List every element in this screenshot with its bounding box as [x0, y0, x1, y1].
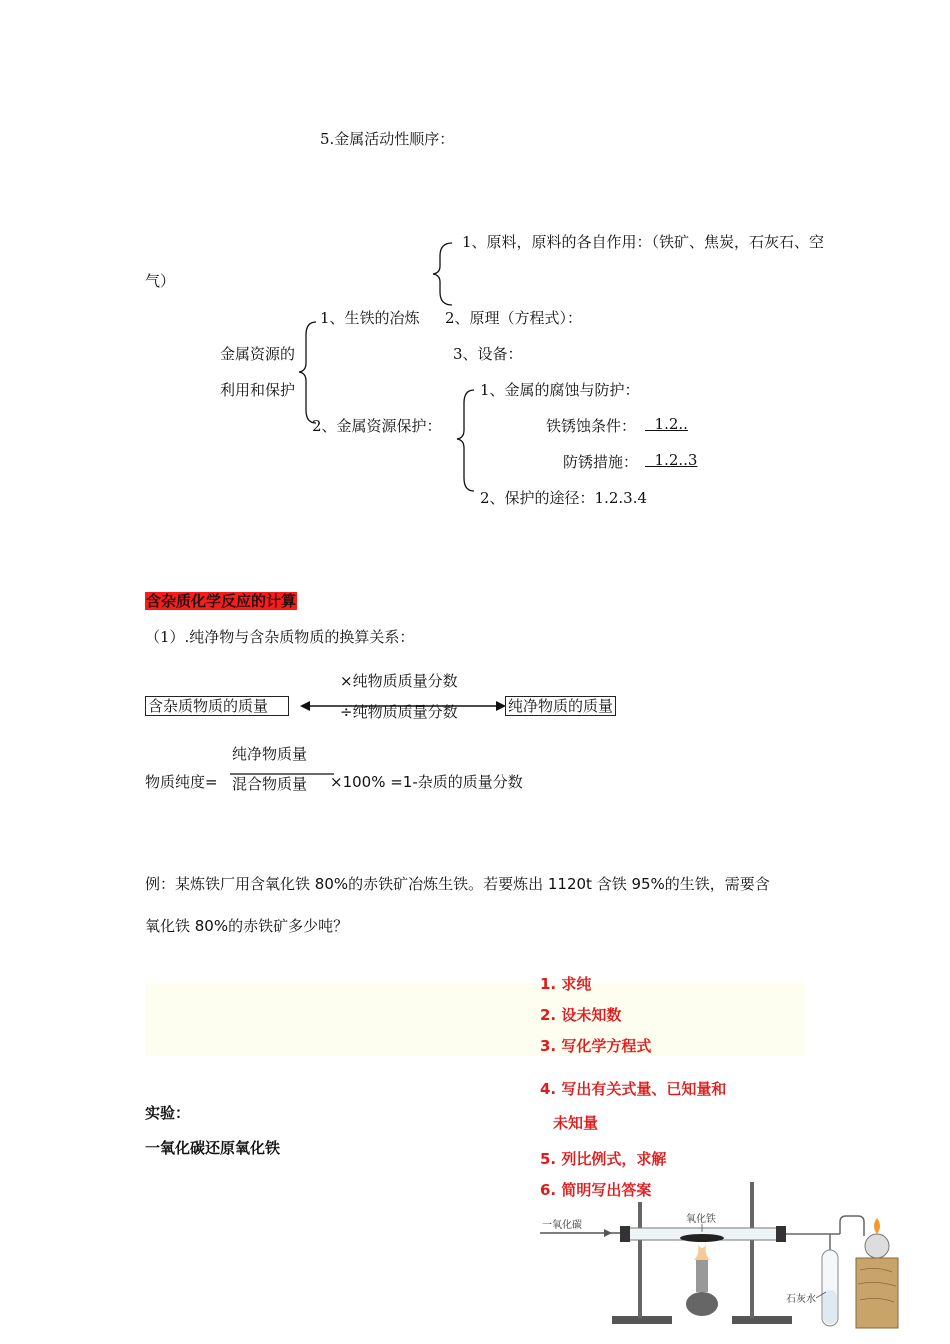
brace-protection	[457, 390, 474, 491]
arrow-bottom-label: ÷纯物质质量分数	[340, 703, 458, 721]
section-5-title: 5.金属活动性顺序：	[320, 130, 455, 148]
bent-tube	[840, 1216, 864, 1236]
raw-materials-item: 1、原料，原料的各自作用：（铁矿、焦炭，石灰石、空	[462, 233, 825, 251]
equipment-item: 3、设备：	[453, 345, 523, 363]
purity-denominator: 混合物质量	[232, 775, 308, 793]
spirit-lamp	[865, 1234, 889, 1258]
double-arrow	[300, 698, 506, 714]
label-carbon-monoxide: 一氧化碳	[542, 1220, 582, 1231]
experiment-name: 一氧化碳还原氧化铁	[145, 1139, 281, 1157]
right-stand-rod	[750, 1182, 754, 1318]
step-4: 4. 写出有关式量、已知量和	[540, 1080, 727, 1098]
pure-mass-box: 纯净物质的质量	[505, 696, 616, 716]
left-stand-rod	[638, 1202, 642, 1318]
corrosion-protection-item: 1、金属的腐蚀与防护：	[480, 381, 640, 399]
fraction-bar	[230, 772, 334, 776]
burner-tube	[696, 1260, 708, 1292]
rust-prevention-blank: 1.2..3	[645, 451, 698, 469]
arrow-top-label: ×纯物质质量分数	[340, 672, 458, 690]
step-6: 6. 简明写出答案	[540, 1181, 652, 1199]
rust-prevention-label: 防锈措施：	[563, 453, 639, 471]
step-4-continued: 未知量	[553, 1114, 599, 1132]
impurity-heading-text: 含杂质化学反应的计算	[146, 592, 297, 610]
brace-root	[299, 322, 316, 423]
left-stopper	[620, 1226, 630, 1242]
rust-condition-label: 铁锈蚀条件：	[546, 417, 637, 435]
limewater-liquid	[823, 1290, 837, 1324]
right-stopper	[776, 1226, 786, 1242]
purity-numerator: 纯净物质量	[232, 745, 308, 763]
label-limewater: 石灰水	[786, 1294, 816, 1305]
tree-braces	[0, 0, 950, 600]
right-stand-base	[732, 1316, 792, 1324]
protection-ways-item: 2、保护的途径：1.2.3.4	[480, 489, 648, 507]
impure-mass-box: 含杂质物质的质量	[145, 696, 289, 716]
example-line-1: 例：某炼铁厂用含氧化铁 80%的赤铁矿冶炼生铁。若要炼出 1120t 含铁 95%的生铁，需要含	[145, 875, 770, 893]
step-3: 3. 写化学方程式	[540, 1037, 652, 1055]
principle-item: 2、原理（方程式）：	[445, 309, 583, 327]
experiment-title: 实验：	[145, 1104, 191, 1122]
burner-base	[686, 1292, 718, 1316]
raw-materials-continued: 气）	[145, 272, 176, 290]
conversion-subheading: （1）.纯净物与含杂质物质的换算关系：	[145, 628, 415, 646]
label-iron-oxide: 氧化铁	[686, 1214, 716, 1225]
purity-formula-tail: ×100% =1-杂质的质量分数	[330, 773, 523, 791]
burner-flame-icon	[694, 1244, 710, 1260]
lamp-flame-icon	[874, 1218, 880, 1234]
purity-label: 物质纯度=	[145, 773, 218, 791]
rust-condition-blank: 1.2..	[645, 415, 688, 433]
brace-raw-materials	[433, 243, 452, 305]
branch-pig-iron-smelting: 1、生铁的冶炼	[320, 309, 420, 327]
impurity-heading	[145, 590, 297, 611]
step-2: 2. 设未知数	[540, 1006, 622, 1024]
branch-resource-protection: 2、金属资源保护：	[312, 417, 442, 435]
apparatus-diagram	[540, 1180, 925, 1330]
root-label-line1: 金属资源的	[220, 345, 296, 363]
example-line-2: 氧化铁 80%的赤铁矿多少吨？	[145, 917, 349, 935]
iron-oxide-powder	[680, 1234, 724, 1242]
root-label-line2: 利用和保护	[220, 381, 296, 399]
step-1: 1. 求纯	[540, 975, 592, 993]
step-5: 5. 列比例式，求解	[540, 1150, 667, 1168]
solution-area	[145, 984, 805, 1056]
